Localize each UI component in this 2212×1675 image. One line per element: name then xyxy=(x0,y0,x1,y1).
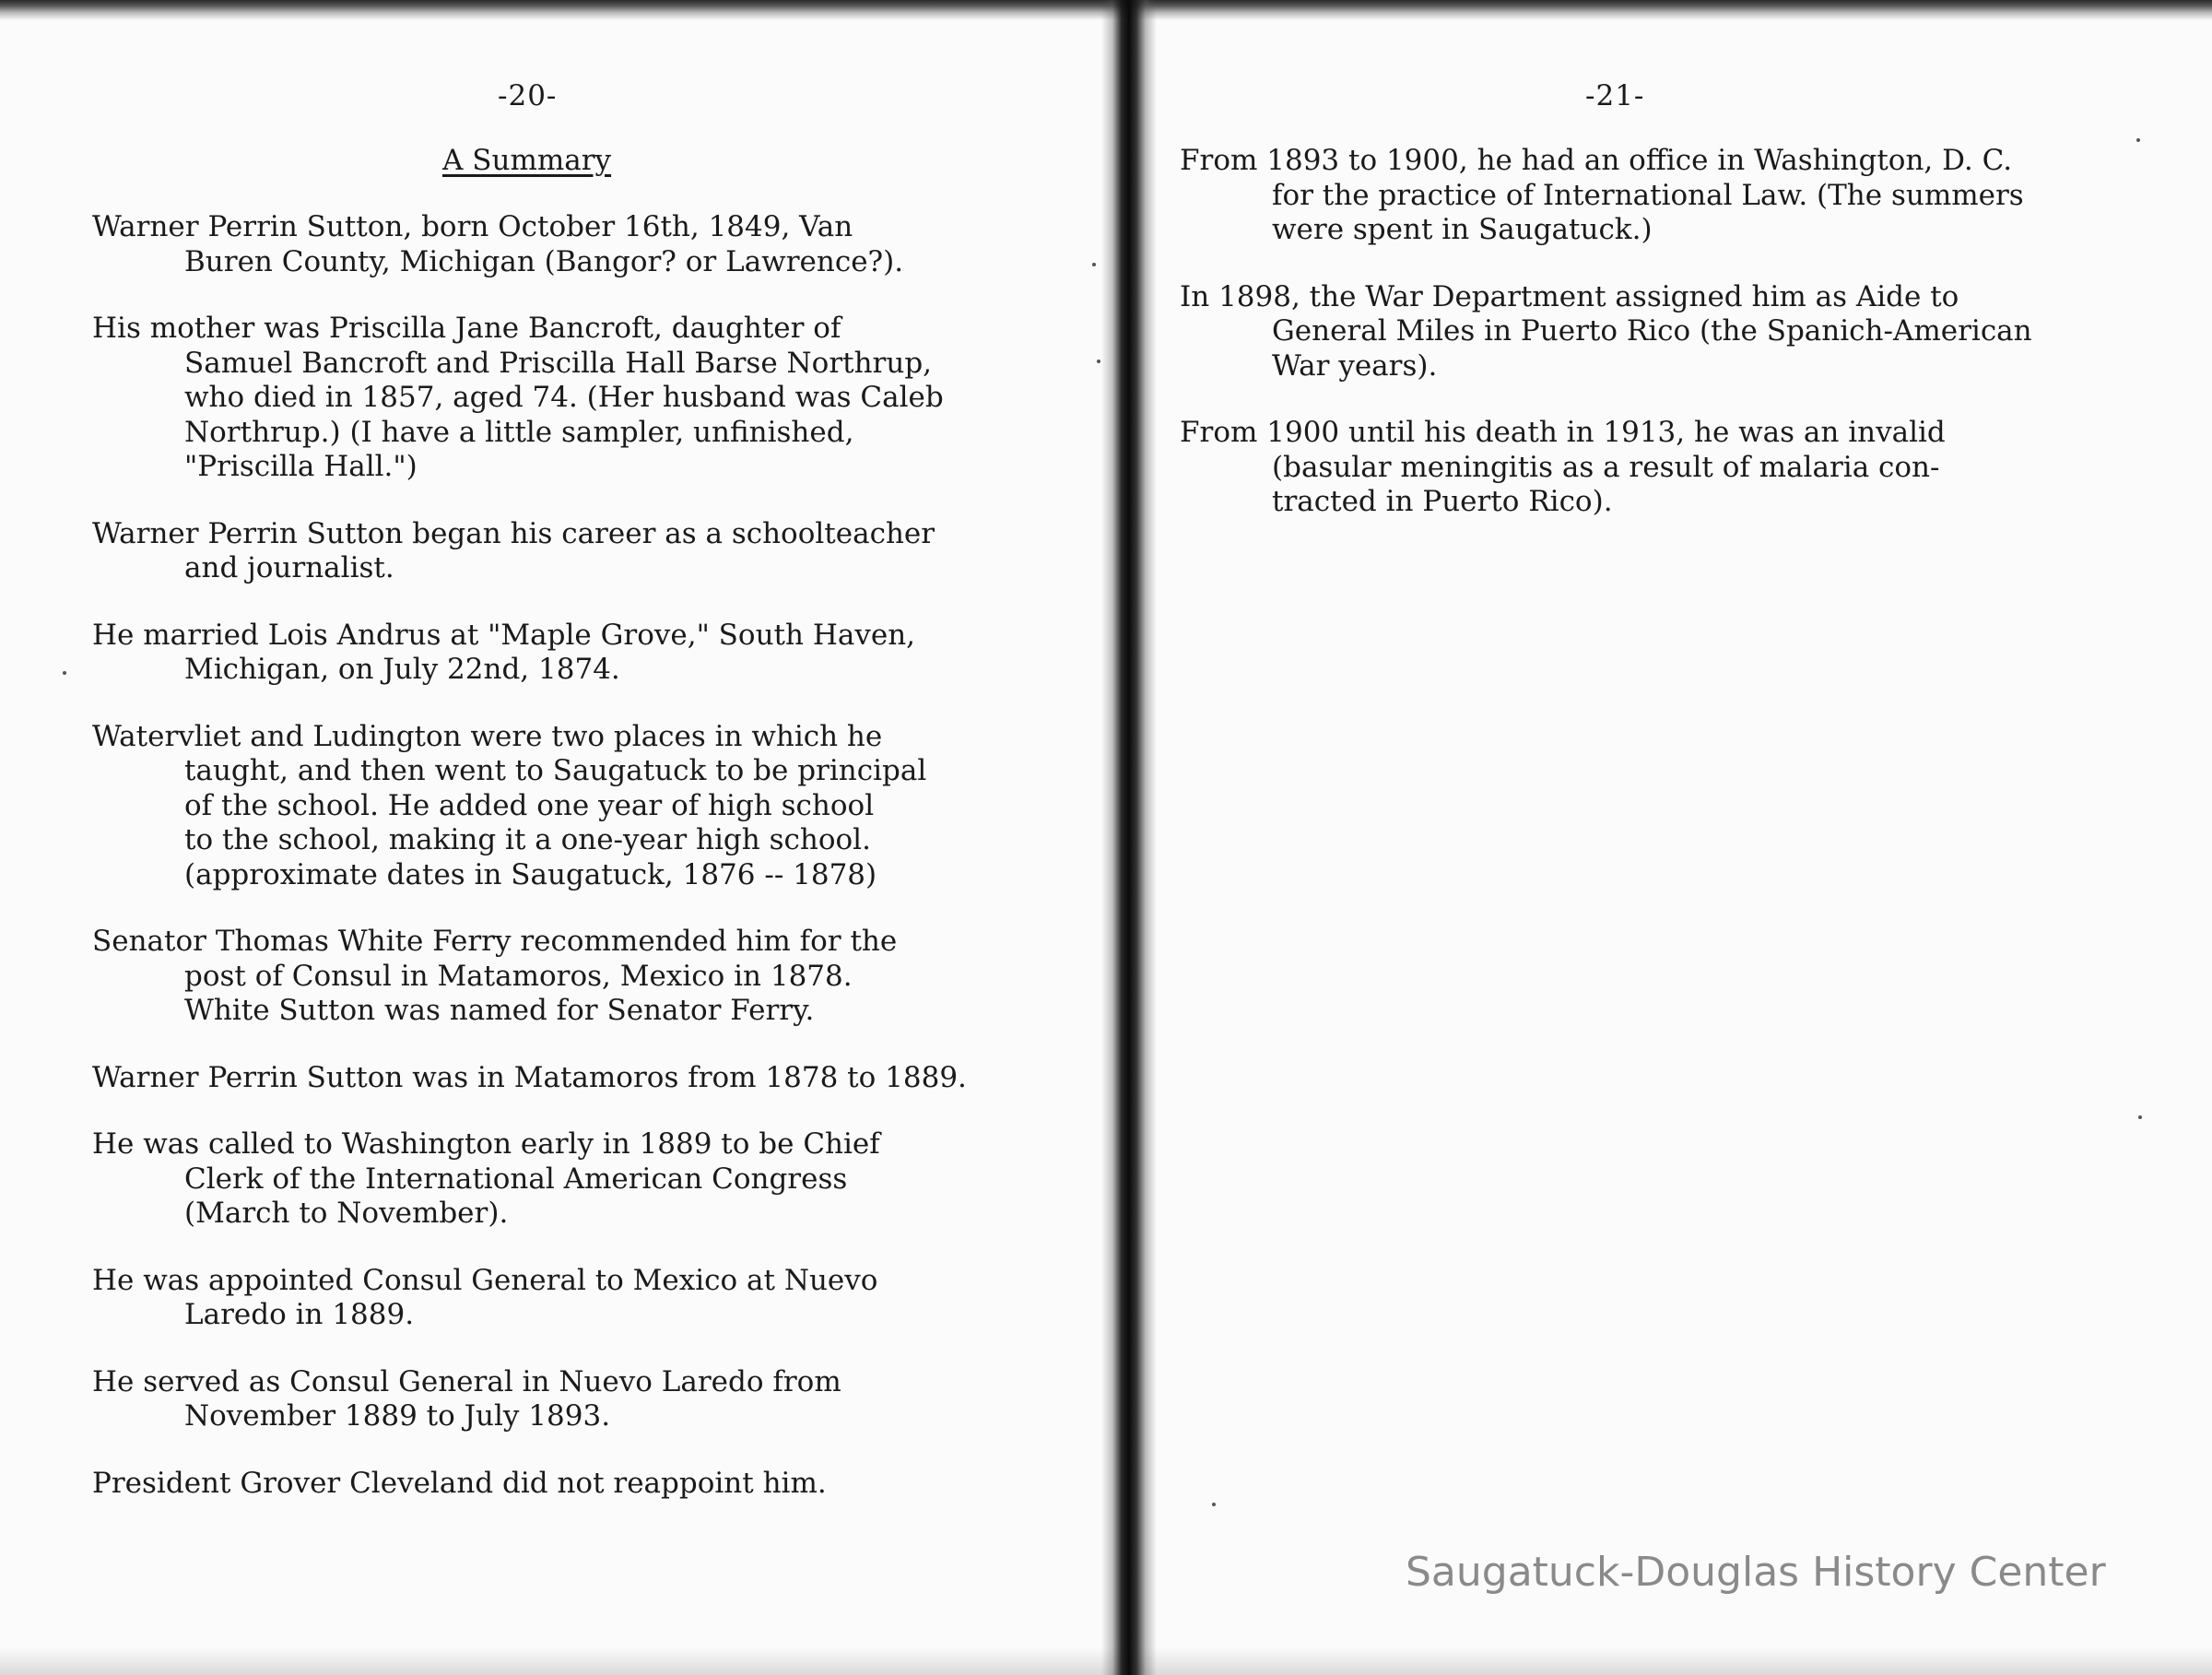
entry-war-department: In 1898, the War Department assigned him as Aide to General Miles in Puerto Rico (the Spanich-American War years). xyxy=(1180,279,2032,383)
entry-consul-general-served: He served as Consul General in Nuevo Laredo from November 1889 to July 1893. xyxy=(92,1364,841,1433)
history-center-watermark: Saugatuck-Douglas History Center xyxy=(1406,1549,2106,1596)
scan-speck xyxy=(2136,138,2140,142)
entry-mother: His mother was Priscilla Jane Bancroft, daughter of Samuel Bancroft and Priscilla Hall Barse Northrup, who died in 1857, aged 74. (Her husband was Caleb Northrup.) (I have a little sampler, unfinished, "Priscilla Hall.") xyxy=(92,312,944,483)
scan-speck xyxy=(1097,360,1100,363)
page-number-right: -21- xyxy=(1585,79,1645,112)
entry-birth: Warner Perrin Sutton, born October 16th, 1849, Van Buren County, Michigan (Bangor? or Lawrence?). xyxy=(92,210,904,278)
scan-speck xyxy=(1212,1503,1216,1506)
entry-marriage: He married Lois Andrus at "Maple Grove," South Haven, Michigan, on July 22nd, 1874. xyxy=(92,618,916,686)
right-page xyxy=(1180,0,2147,1675)
book-spine-shadow xyxy=(1101,0,1157,1675)
entry-matamoros-years: Warner Perrin Sutton was in Matamoros from 1878 to 1889. xyxy=(92,1060,967,1094)
scan-speck xyxy=(1092,263,1096,266)
entry-washington-office: From 1893 to 1900, he had an office in Washington, D. C. for the practice of International Law. (The summers were spent in Saugatuck.) xyxy=(1180,144,2024,246)
left-entries xyxy=(92,210,1069,1533)
entry-not-reappointed: President Grover Cleveland did not reappoint him. xyxy=(92,1466,827,1500)
entry-teaching: Watervliet and Ludington were two places in which he taught, and then went to Saugatuck to be principal of the school. He added one year of high school to the school, making it a one-year high school. (approximate dates in Saugatuck, 1876 -- 1878) xyxy=(92,719,927,891)
page-number-left: -20- xyxy=(498,79,558,112)
entry-invalid-years: From 1900 until his death in 1913, he was an invalid (basular meningitis as a result of malaria con- tracted in Puerto Rico). xyxy=(1180,416,1946,518)
left-page xyxy=(92,0,1069,1675)
entry-washington-congress: He was called to Washington early in 1889 to be Chief Clerk of the International American Congress (March to November). xyxy=(92,1127,880,1230)
entry-career: Warner Perrin Sutton began his career as a schoolteacher and journalist. xyxy=(92,516,935,584)
scan-speck xyxy=(2138,1115,2142,1119)
summary-heading: A Summary xyxy=(442,144,612,177)
right-entries xyxy=(1180,144,2147,552)
entry-consul-general-appointed: He was appointed Consul General to Mexico at Nuevo Laredo in 1889. xyxy=(92,1263,878,1331)
scan-speck xyxy=(63,671,66,675)
entry-consul-matamoros: Senator Thomas White Ferry recommended him for the post of Consul in Matamoros, Mexico in 1878. White Sutton was named for Senator Ferry. xyxy=(92,925,898,1027)
